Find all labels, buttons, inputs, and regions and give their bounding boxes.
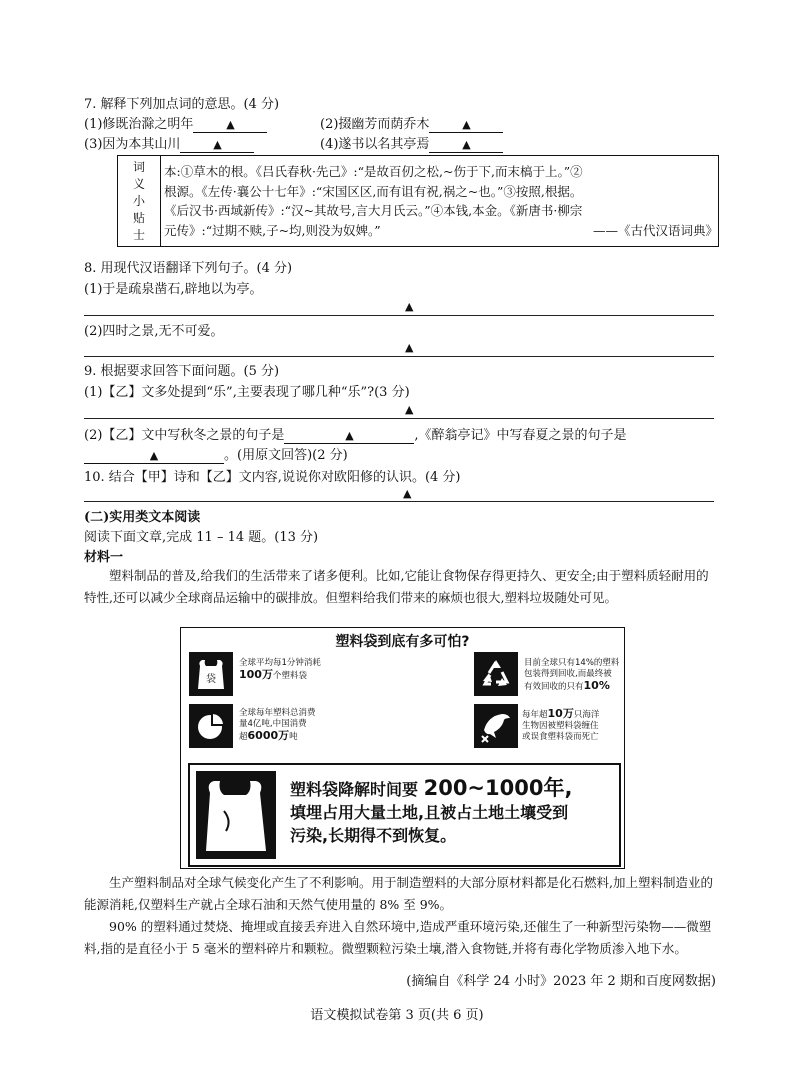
section-instruction: 阅读下面文章,完成 11 – 14 题。(13 分) bbox=[84, 530, 319, 545]
answer-blank[interactable]: ▲ bbox=[193, 117, 267, 133]
q8-stem: 8. 用现代汉语翻译下列句子。(4 分) bbox=[84, 261, 293, 276]
stat-consumption-per-minute: 全球平均每1分钟消耗 100万个塑料袋 bbox=[239, 658, 321, 681]
recycle-icon bbox=[474, 652, 518, 696]
q7-item-2: (2)掇幽芳而荫乔木 ▲ bbox=[320, 113, 503, 133]
section-title: (二)实用类文本阅读 bbox=[84, 510, 201, 525]
paragraph-3: 90% 的塑料通过焚烧、掩埋或直接丢弃进入自然环境中,造成严重环境污染,还催生了一种新型污染物——微塑料,指的是直径小于 5 毫米的塑料碎片和颗粒。微塑颗粒污染土壤,潜入食物链,并将有毒化学物质渗入地下水。 bbox=[84, 919, 712, 956]
q10-stem: 10. 结合【甲】诗和【乙】文内容,说说你对欧阳修的认识。(4 分) bbox=[84, 470, 461, 485]
svg-text:袋: 袋 bbox=[206, 674, 216, 685]
q9-part-2-cont: ▲ 。(用原文回答)(2 分) bbox=[84, 444, 348, 464]
pie-chart-icon bbox=[189, 704, 233, 748]
q8-sentence-2: (2)四时之景,无不可爱。 bbox=[84, 324, 224, 339]
tips-content: 本:①草木的根。《吕氏春秋·先己》:“是故百仞之松,~伤于下,而末槁于上。”② 根源。《左传·襄公十七年》:“宋国区区,而有诅有祝,祸之~也。”③按照,根据。 《后汉书·西域新传》:“汉~其故号,言大月氏云。”④本钱,本金。《新唐书·柳宗 元传》:“过期不赎,子~均,则没为奴婢。” ——《古代汉语词典》 bbox=[164, 162, 714, 240]
answer-blank[interactable]: ▲ bbox=[429, 137, 503, 153]
page-footer: 语文模拟试卷第 3 页(共 6 页) bbox=[310, 1008, 484, 1023]
stat-recycling-rate: 目前全球只有14%的塑料 包装得到回收,而最终被 有效回收的只有10% bbox=[524, 658, 620, 692]
material-label: 材料一 bbox=[84, 550, 124, 565]
q7-item-4: (4)遂书以名其亭焉 ▲ bbox=[320, 133, 503, 153]
dolphin-icon bbox=[474, 704, 518, 748]
answer-blank[interactable]: ▲ bbox=[180, 137, 254, 153]
plastic-bag-infographic bbox=[180, 627, 625, 869]
degradation-panel bbox=[188, 763, 621, 867]
tips-side-label: 词 义 小 贴 士 bbox=[118, 156, 161, 246]
paragraph-2: 生产塑料制品对全球气候变化产生了不利影响。用于制造塑料的大部分原材料都是化石燃料,加上塑料制造业的能源消耗,仅塑料生产就占全球石油和天然气使用量的 8% 至 9%。 bbox=[84, 875, 713, 912]
q7-item-3: (3)因为本其山川 ▲ bbox=[84, 133, 254, 153]
q7-stem: 7. 解释下列加点词的意思。(4 分) bbox=[84, 97, 280, 112]
stat-annual-consumption: 全球每年塑料总消费 量4亿吨,中国消费 超6000万吨 bbox=[239, 708, 316, 742]
stat-marine-deaths: 每年超10万只海洋 生物因被塑料袋缠住 或误食塑料袋而死亡 bbox=[522, 707, 600, 742]
bag-icon bbox=[189, 652, 233, 696]
q9-stem: 9. 根据要求回答下面问题。(5 分) bbox=[84, 364, 280, 379]
answer-mark: ▲ bbox=[405, 403, 414, 416]
answer-blank[interactable]: ▲ bbox=[429, 117, 503, 133]
answer-mark: ▲ bbox=[405, 341, 414, 354]
q8-sentence-1: (1)于是疏泉凿石,辟地以为亭。 bbox=[84, 282, 263, 297]
answer-line[interactable] bbox=[84, 356, 714, 357]
q9-part-1: (1)【乙】文多处提到“乐”,主要表现了哪几种“乐”?(3 分) bbox=[84, 385, 410, 400]
answer-blank[interactable]: ▲ bbox=[84, 448, 224, 464]
answer-line[interactable] bbox=[84, 315, 714, 316]
answer-blank[interactable]: ▲ bbox=[284, 428, 414, 444]
q9-part-2: (2)【乙】文中写秋冬之景的句子是 ▲ ,《醉翁亭记》中写春夏之景的句子是 bbox=[84, 428, 627, 443]
paragraph-1: 塑料制品的普及,给我们的生活带来了诸多便利。比如,它能让食物保存得更持久、更安全;由于塑料质轻耐用的特性,还可以减少全球商品运输中的碳排放。但塑料给我们带来的麻烦也很大,塑料垃圾随处可见。 bbox=[84, 568, 709, 605]
answer-mark: ▲ bbox=[403, 487, 412, 500]
degradation-text: 塑料袋降解时间要 200~1000年, 填埋占用大量土地,且被占土地土壤受到 污染,长期得不到恢复。 bbox=[290, 776, 573, 845]
tips-source: ——《古代汉语词典》 bbox=[592, 222, 718, 238]
answer-mark: ▲ bbox=[405, 300, 414, 313]
word-meaning-tips-box bbox=[117, 155, 719, 247]
q7-item-1: (1)修既治滁之明年 ▲ bbox=[84, 113, 267, 133]
answer-line[interactable] bbox=[84, 501, 714, 502]
infographic-title: 塑料袋到底有多可怕? bbox=[335, 634, 470, 650]
citation: (摘编自《科学 24 小时》2023 年 2 期和百度网数据) bbox=[406, 974, 716, 989]
plastic-bag-icon bbox=[196, 771, 276, 859]
answer-line[interactable] bbox=[84, 418, 714, 419]
